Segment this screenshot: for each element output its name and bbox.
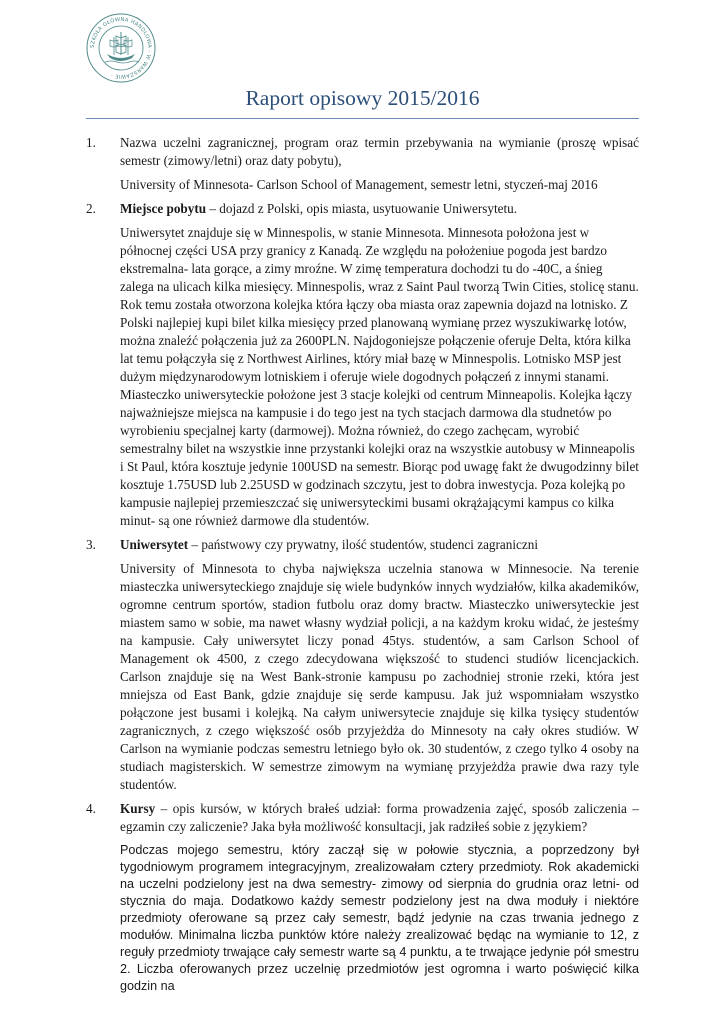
section-heading-text: Nazwa uczelni zagranicznej, program oraz termin przebywania na wymianie (proszę wpisać semestr (zimowy/letni) oraz daty pobytu),	[120, 135, 639, 168]
page-title: Raport opisowy 2015/2016	[245, 86, 480, 110]
section-heading-text: – dojazd z Polski, opis miasta, usytuowanie Uniwersytetu.	[206, 201, 518, 216]
section-heading	[120, 200, 639, 218]
section-body: University of Minnesota to chyba największa uczelnia stanowa w Minnesocie. Na terenie miasteczka uniwersyteckiego znajduje się wiele budynków innych wydziałów, kilka akademików, ogromne centrum sportów, stadion futbolu oraz domy bractw. Miasteczko uniwersyteckie jest miastem samo w sobie, ma nawet własny wydział policji, a na każdym kroku widać, że jesteśmy na kampusie. Cały uniwersytet liczy ponad 45tys. studentów, a sam Carlson School of Management ok 4500, z czego zdecydowana większość to studenci studiów licencjackich. Carlson znajduje się na West Bank-stronie kampusu po zachodniej stronie rzeki, która jest mniejsza od East Bank, gdzie znajduje się serde kampusu. Jak już wspomniałam wszystko połączone jest busami i kolejką. Na całym uniwersytecie znajduje się kilka tysięcy studentów zagranicznych, z czego większość osób przyjeżdża do Minnesoty na cały okres studiów. W Carlson na wymianie podczas semestru letniego było ok. 30 studentów, z czego tylko 4 osoby na studiach magisterskich. W semestrze zimowym na wymianę przyjeżdża prawie dwa razy tyle studentów.	[120, 561, 639, 792]
section-heading-bold: Uniwersytet	[120, 537, 189, 552]
section-number: 1.	[86, 135, 96, 150]
section-heading	[120, 536, 639, 554]
section-body: Uniwersytet znajduje się w Minnespolis, w stanie Minnesota. Minnesota położona jest w północnej części USA przy granicy z Kanadą. Ze względu na położeniue pogoda jest bardzo ekstremalna- lata gorące, a zimy mroźne. W zimę temperatura dochodzi tu do -40C, a śnieg zalega na ulicach kilka miesięcy. Minnespolis, wraz z Saint Paul tworzą Twin Cities, stolicę stanu. Rok temu została otworzona kolejka która łączy oba miasta oraz zapewnia dojazd na lotnisko. Z Polski najlepiej kupi bilet kilka miesięcy przed planowaną wymianę przez wyszukiwarkę lotów, można znaleźć połączenia już za 2600PLN. Najdogoniejsze połączenie oferuje Delta, która kilka lat temu połączyła się z Northwest Airlines, który miał bazę w Minnespolis. Lotnisko MSP jest dużym międzynarodowym lotniskiem i oferuje wiele dogodnych połączeń z innymi stanami. Miasteczko uniwersyteckie położone jest 3 stacje kolejki od centrum Minneapolis. Kolejka łączy najważniejsze miejsca na kampusie i do tego jest na tych stacjach darmowa dla studnetów po wyrobieniu specjalnej karty (darmowej). Można również, do czego zachęcam, wyrobić semestralny bilet na wszystkie inne przystanki kolejki oraz na wszystkie autobusy w Minneapolis i St Paul, która kosztuje jedynie 100USD na semestr. Biorąc pod uwagę fakt że dwugodzinny bilet kosztuje 1.75USD lub 2.25USD w godzinach szczytu, jest to dobra inwestycja. Poza kolejką po kampusie najlepiej przemieszczać się uniwersyteckimi busami okrążającymi kampus co kilka minut- są one również darmowe dla studentów.	[120, 225, 639, 528]
section-heading-text: – państwowy czy prywatny, ilość studentów, studenci zagraniczni	[188, 537, 538, 552]
section-heading-bold: Kursy	[120, 801, 156, 816]
report-content	[86, 134, 639, 1001]
section-number: 3.	[86, 537, 96, 552]
section-heading-bold: Miejsce pobytu	[120, 201, 207, 216]
seal-text: SZKOŁA GŁÓWNA HANDLOWA · W WARSZAWIE ·	[89, 16, 153, 80]
section-1	[86, 134, 639, 194]
section-body: University of Minnesota- Carlson School of Management, semestr letni, styczeń-maj 2016	[120, 177, 598, 192]
section-3	[86, 536, 639, 794]
section-heading	[120, 134, 639, 170]
section-number: 4.	[86, 801, 96, 816]
section-number: 2.	[86, 201, 96, 216]
ship-seal-icon	[85, 12, 157, 84]
section-body: Podczas mojego semestru, który zaczął się w połowie stycznia, a poprzedzony był tygodniowym programem integracyjnym, zrealizowałam cztery przedmioty. Rok akademicki na uczelni podzielony jest na dwa semestry- zimowy od sierpnia do grudnia oraz letni- od stycznia do maja. Dodatkowo każdy semestr podzielony jest na dwa moduły i niektóre przedmioty oferowane są przez cały semestr, bądź jedynie na czas trwania jednego z modułów. Minimalna liczba punktów które należy zrealizować będąc na wymianie to 12, z reguły przedmioty trwające cały semestr warte są 4 punktu, a te trwające jedynie pół smestru 2. Liczba oferowanych przez uczelnię przedmiotów jest ogromna i warto poświęcić kilka godzin na	[120, 843, 639, 993]
university-seal-logo	[85, 12, 157, 84]
title-divider	[86, 118, 639, 119]
section-heading-text: – opis kursów, w których brałeś udział: forma prowadzenia zajęć, sposób zaliczenia – egzamin czy zaliczenie? Jaka była możliwość konsultacji, jak radziłeś sobie z językiem?	[120, 801, 639, 834]
section-2	[86, 200, 639, 530]
section-heading	[120, 800, 639, 836]
section-4	[86, 800, 639, 995]
